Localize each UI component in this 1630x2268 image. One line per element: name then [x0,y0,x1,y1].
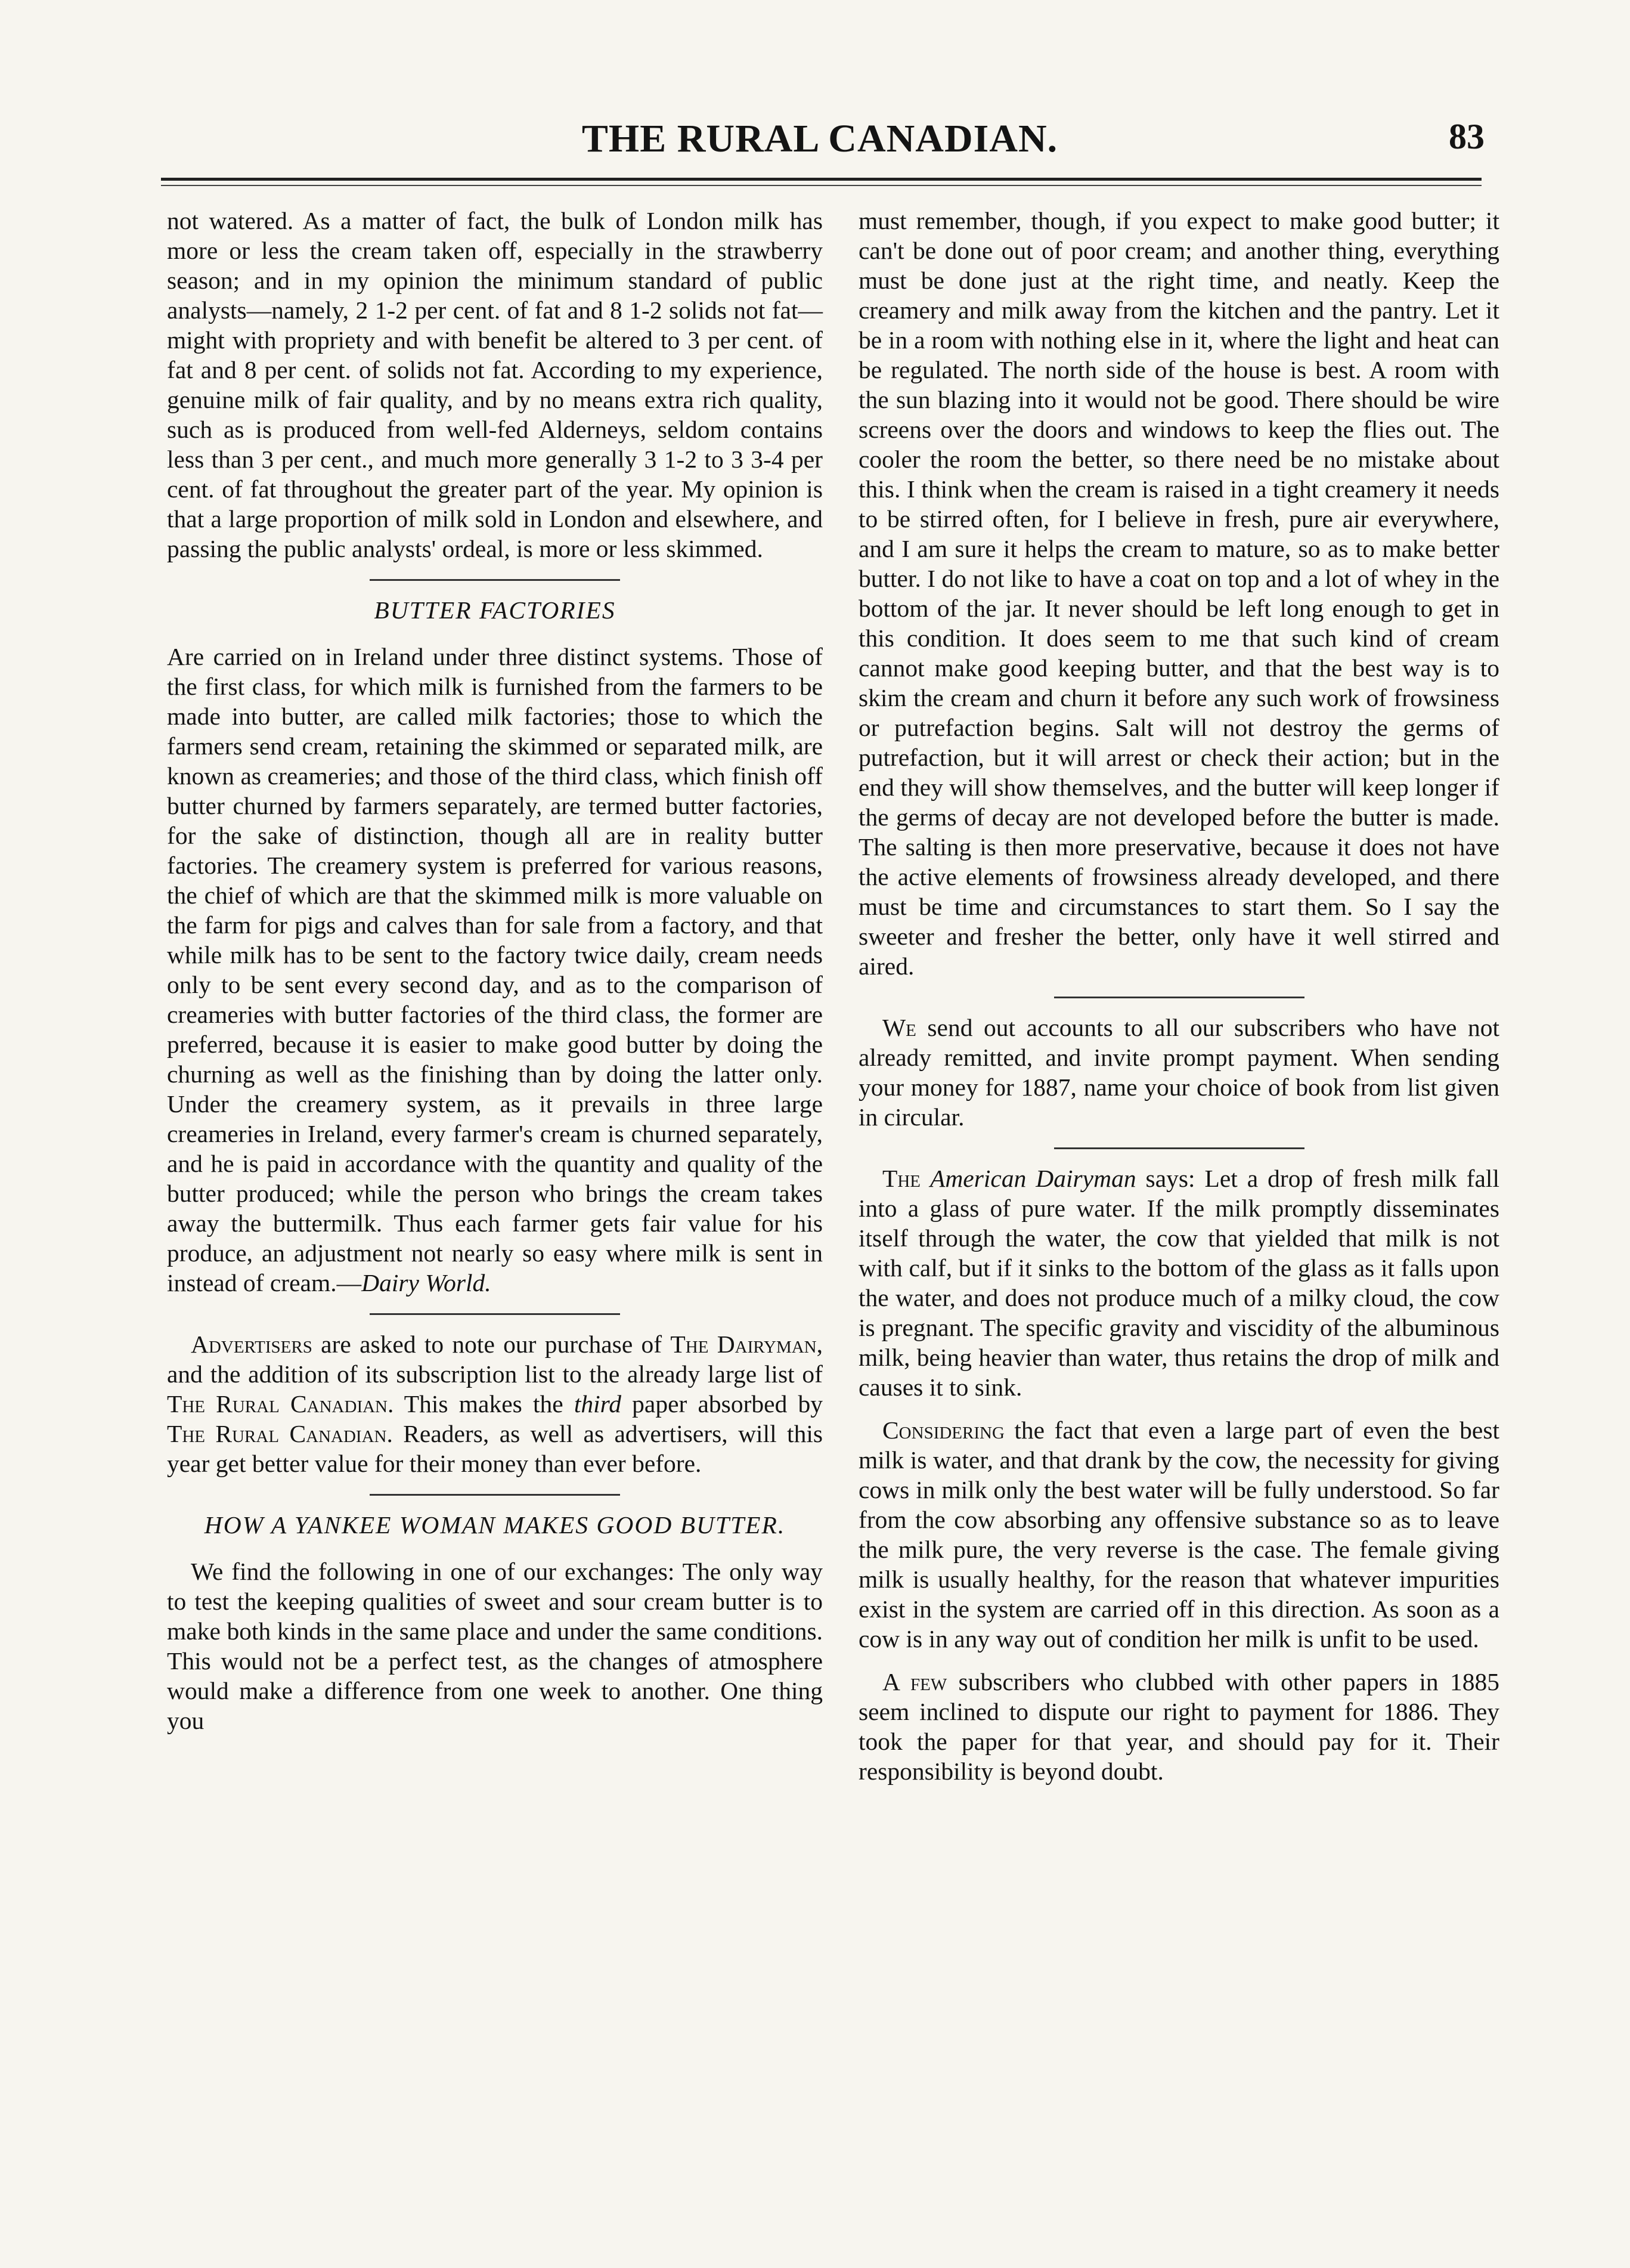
few-text: subscribers who clubbed with other papers in 1885 seem inclined to dispute our right to payment for 1886. They took the paper for that year, and should pay for it. Their responsibility is beyond doubt. [859,1668,1499,1785]
paper-name: The Rural Canadian [167,1390,388,1418]
creamery-paragraph: must remember, though, if you expect to make good butter; it can't be done out of poor cream; and another thing, everything must be done just at the right time, and neatly. Keep the creamery and milk away from the kitchen and the pantry. Let it be in a room with nothing else in it, where the light and heat can be regulated. The north side of the house is best. A room with the sun blazing into it would not be good. There should be wire screens over the doors and windows to keep the flies out. The cooler the room the better, so there need be no mistake about this. I think when the cream is raised in a tight creamery it needs to be stirred often, for I believe in fresh, pure air everywhere, and I am sure it helps the cream to mature, so as to make better butter. I do not like to have a coat on top and a lot of whey in the bottom of the jar. It never should be left long enough to get in this condition. It does seem to me that such kind of cream cannot make good keeping butter, and that the best way is to skim the cream and churn it before any such work of frowsiness or putrefaction begins. Salt will not destroy the germs of putrefaction, but it will arrest or check their action; but in the end they will show themselves, and the butter will keep longer if the germs of decay are not developed before the butter is made. The salting is then more preservative, because it does not have the active elements of frowsiness already developed, and there must be time and circumstances to start them. So I say the sweeter and fresher the better, only have it well stirred and aired. [859,207,1499,980]
notice-lead: We [882,1014,916,1041]
water-paragraph [859,1415,1499,1654]
advertisers-text: paper absorbed by [621,1390,823,1418]
emphasis-word: third [574,1390,621,1418]
section-divider [370,579,620,581]
paragraph-gap [859,1402,1499,1415]
butter-factories-text: Are carried on in Ireland under three distinct systems. Those of the first class, for which milk is furnished from the farmers to be made into butter, are called milk factories; those to which the farmers send cream, retaining the skimmed or separated milk, are known as creameries; and those of the third class, which finish off butter churned by farmers separately, are termed butter factories, for the sake of distinction, though all are in reality butter factories. The creamery system is preferred for various reasons, the chief of which are that the skimmed milk is more valuable on the farm for pigs and calves than for sale from a factory, and that while milk has to be sent to the factory twice daily, cream needs only to be sent every second day, and as to the comparison of creameries with butter factories of the third class, the former are preferred, because it is easier to make good butter by doing the churning as well as the finishing than by doing the latter only. Under the creamery system, as it prevails in three large creameries in Ireland, every farmer's cream is churned separately, and he is paid in accordance with the quantity and quality of the butter produced; while the person who brings the cream takes away the buttermilk. Thus each farmer gets fair value for his produce, an adjustment not nearly so easy where milk is sent in instead of cream.— [167,643,823,1297]
advertisers-lead: Advertisers [191,1331,312,1358]
notice-text: send out accounts to all our subscribers who have not already remitted, and invite prompt payment. When sending your money for 1887, name your choice of book from list given in circular. [859,1014,1499,1131]
considering-text: the fact that even a large part of even the best milk is water, and that drank by the cow, the necessity for giving cows in milk only the best water will be fully understood. So far from the cow absorbing any offensive substance so as to leave the milk pure, the very reverse is the case. The female giving milk is usually healthy, for the reason that whatever impurities exist in the system are carried off in this direction. As soon as a cow is in any way out of condition her milk is unfit to be used. [859,1416,1499,1653]
source-citation: Dairy World. [361,1269,491,1297]
considering-lead: Considering [882,1416,1005,1444]
milk-paragraph: not watered. As a matter of fact, the bulk of London milk has more or less the cream taken off, especially in the strawberry season; and in my opinion the minimum standard of public analysts—namely, 2 1-2 per cent. of fat and 8 1-2 solids not fat—might with propriety and with benefit be altered to 3 per cent. of fat and 8 per cent. of solids not fat. According to my experience, genuine milk of fair quality, and by no means extra rich quality, such as is produced from well-fed Alderneys, seldom contains less than 3 per cent., and much more generally 3 1-2 to 3 3-4 per cent. of fat throughout the greater part of the year. My opinion is that a large proportion of milk sold in London and elsewhere, and passing the public analysts' ordeal, is more or less skimmed. [167,207,823,562]
section-divider [1054,1147,1304,1149]
masthead-title: THE RURAL CANADIAN. [581,117,1058,160]
advertisers-text: . This makes the [387,1390,574,1418]
dairyman-paragraph [859,1164,1499,1402]
page-number: 83 [1449,117,1485,156]
section-divider [370,1313,620,1315]
butter-factories-heading: BUTTER FACTORIES [374,596,616,624]
dairyman-lead: The [882,1165,921,1192]
yankee-woman-heading: HOW A YANKEE WOMAN MAKES GOOD BUTTER. [204,1511,786,1539]
dairyman-text: says: Let a drop of fresh milk fall into a glass of pure water. If the milk promptly disseminates itself through the water, the cow that yielded that milk is not with calf, but if it sinks to the bottom of the glass as it falls upon the water, and does not produce much of a milky cloud, the cow is pregnant. The specific gravity and viscidity of the albuminous milk, being heavier than water, thus retains the drop of milk and causes it to sink. [859,1165,1499,1401]
right-column [859,206,1499,1786]
paper-name: The Rural Canadian [167,1420,387,1447]
header-rule-thin [161,185,1482,186]
few-lead: A few [882,1668,947,1695]
advertisers-text: , and the addition of its subscription list to the already large list of [167,1331,823,1388]
section-divider [370,1494,620,1496]
advertisers-notice [167,1329,823,1478]
paper-name: The Dairyman [670,1331,817,1358]
dairyman-paper: American Dairyman [929,1165,1136,1192]
yankee-woman-paragraph: We find the following in one of our exchanges: The only way to test the keeping qualities of sweet and sour cream butter is to make both kinds in the same place and under the same conditions. This would not be a perfect test, as the changes of atmosphere would make a difference from one week to another. One thing you [167,1558,823,1734]
page-header [155,116,1485,176]
advertisers-text: . Readers, as well as advertisers, will this year get better value for their money than ever before. [167,1420,823,1477]
section-divider [1054,997,1304,998]
butter-factories-paragraph [167,642,823,1298]
paragraph-gap [859,1654,1499,1667]
accounts-notice [859,1013,1499,1132]
header-rule [161,178,1482,181]
advertisers-text: are asked to note our purchase of [312,1331,671,1358]
subscribers-paragraph [859,1667,1499,1786]
left-column [167,206,823,1735]
